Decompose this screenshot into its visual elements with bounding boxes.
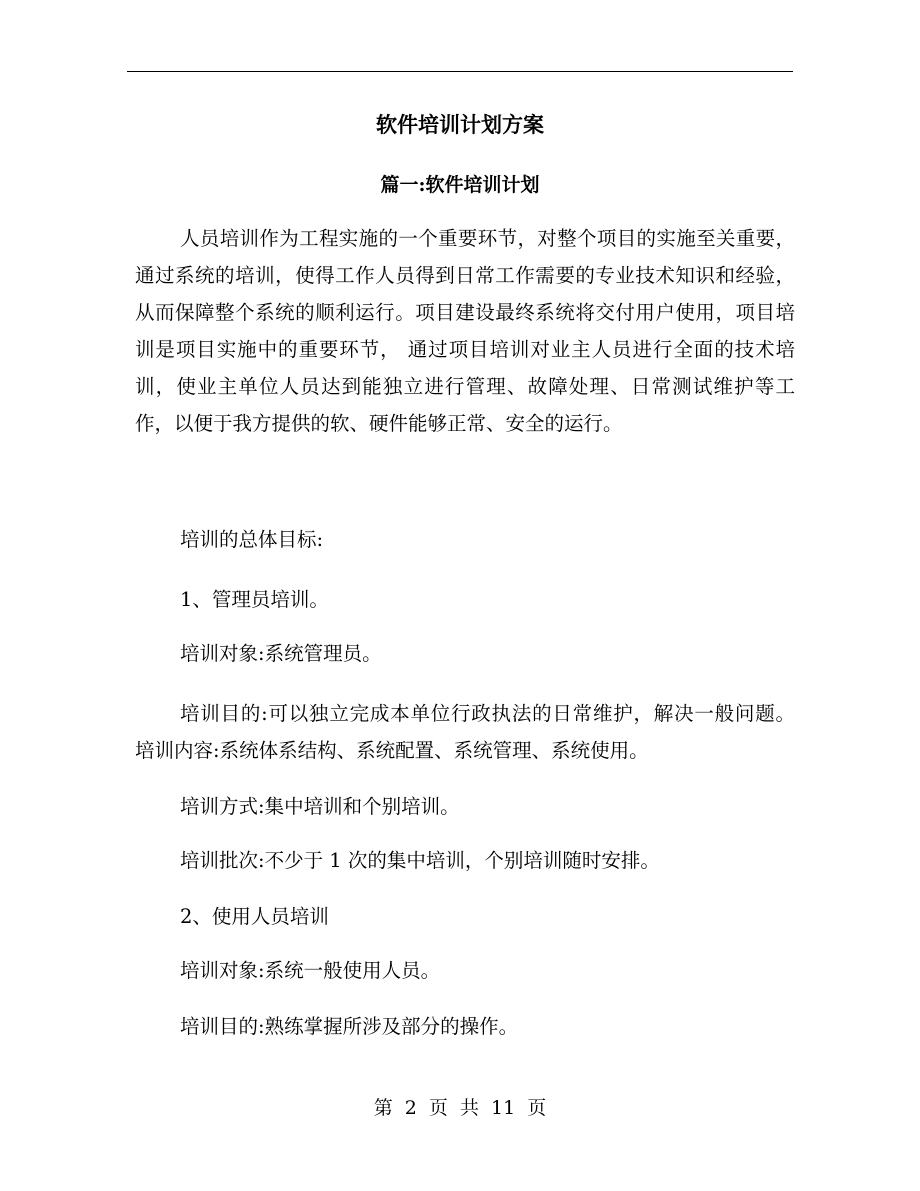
document-title: 软件培训计划方案	[376, 112, 544, 137]
overall-goal-label: 培训的总体目标:	[180, 528, 324, 551]
header-rule	[127, 71, 793, 72]
item1-target: 培训对象:系统管理员。	[180, 642, 382, 665]
item1-heading: 1、管理员培训。	[180, 588, 329, 611]
section-title: 篇一:软件培训计划	[380, 174, 540, 196]
intro-paragraph: 人员培训作为工程实施的一个重要环节，对整个项目的实施至关重要，通过系统的培训，使得工作人员得到日常工作需要的专业技术知识和经验，从而保障整个系统的顺利运行。项目建设最终系统将交付用户使用，项目培训是项目实施中的重要环节， 通过项目培训对业主人员进行全面的技术培训，使业主单位人员达到能独立进行管理、故障处理、日常测试维护等工作，以便于我方提供的软、硬件能够正常、安全的运行。	[135, 227, 795, 435]
item2-target: 培训对象:系统一般使用人员。	[180, 959, 441, 982]
item1-batch: 培训批次:不少于 1 次的集中培训，个别培训随时安排。	[180, 849, 660, 872]
item1-method: 培训方式:集中培训和个别培训。	[180, 795, 460, 818]
item2-heading: 2、使用人员培训	[180, 905, 329, 928]
item2-purpose: 培训目的:熟练掌握所涉及部分的操作。	[180, 1015, 519, 1038]
item1-purpose-content: 培训目的:可以独立完成本单位行政执法的日常维护，解决一般问题。 培训内容:系统体系结构、系统配置、系统管理、系统使用。	[135, 702, 795, 762]
page-indicator: 第 2 页 共 11 页	[373, 1097, 547, 1119]
